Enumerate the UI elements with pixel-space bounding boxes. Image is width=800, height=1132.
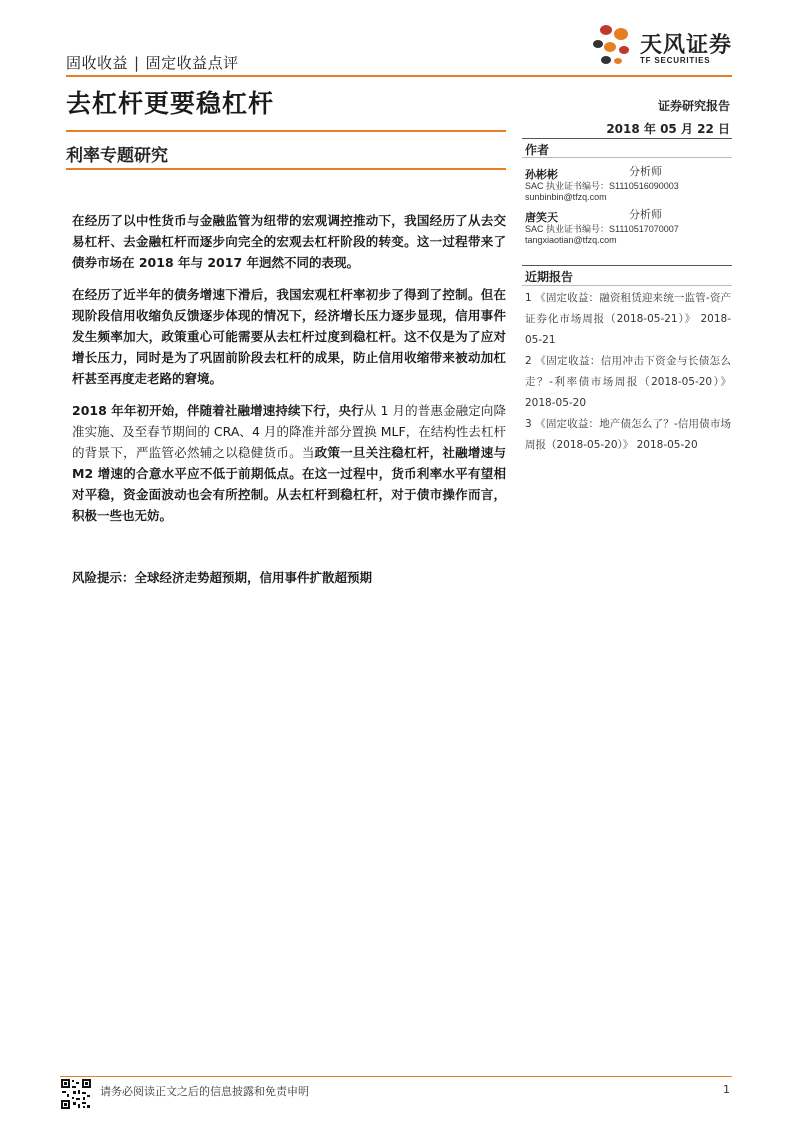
report-body (72, 210, 506, 537)
author-cert: SAC 执业证书编号：S1110516090003 (525, 181, 679, 191)
authors-heading: 作者 (525, 143, 550, 157)
logo-name-cn: 天风证券 (640, 33, 733, 58)
author-block-1 (525, 163, 735, 202)
recent-heading-rule (522, 285, 732, 286)
logo-name-en: TF SECURITIES (640, 56, 711, 65)
subtitle-rule (66, 168, 506, 170)
flower-logo-icon (588, 20, 638, 70)
recent-report-item[interactable]: 3 《固定收益：地产债怎么了？-信用债市场周报（2018-05-20）》 2018-05-20 (525, 418, 731, 451)
risk-warning: 风险提示：全球经济走势超预期，信用事件扩散超预期 (72, 570, 373, 585)
qr-code-icon (60, 1078, 92, 1110)
author-name: 唐笑天 (525, 211, 558, 224)
report-date: 2018 年 05 月 22 日 (606, 122, 730, 136)
authors-heading-rule (522, 157, 732, 158)
tf-securities-logo (588, 20, 748, 70)
header-category (66, 52, 239, 73)
header-rule (66, 75, 732, 77)
author-block-2 (525, 206, 735, 245)
author-cert: SAC 执业证书编号：S1110517070007 (525, 224, 679, 234)
recent-report-list (525, 288, 731, 456)
recent-report-item[interactable]: 1 《固定收益：融资租赁迎来统一监管-资产证券化市场周报（2018-05-21）》 2018-05-21 (525, 292, 731, 346)
footer-disclaimer: 请务必阅读正文之后的信息披露和免责申明 (100, 1085, 309, 1098)
report-title: 去杠杆更要稳杠杆 (66, 89, 275, 118)
category-label: 固收收益 (66, 54, 129, 72)
body-paragraph-2: 在经历了近半年的债务增速下滑后，我国宏观杠杆率初步了得到了控制。但在现阶段信用收缩负反馈逐步体现的情况下，经济增长压力逐步显现，信用事件发生频率加大，政策重心可能需要从去杠杆过度到稳杠杆。这不仅是为了应对增长压力，同时是为了巩固前阶段去杠杆的成果，防止信用收缩带来被动加杠杆甚至再度走老路的窘境。 (72, 287, 506, 386)
author-role: 分析师 (629, 208, 662, 221)
recent-rule (522, 265, 732, 266)
body-p3-bold-a: 2018 年年初开始，伴随着社融增速持续下行，央行 (72, 403, 364, 418)
authors-rule (522, 138, 732, 139)
body-paragraph-1: 在经历了以中性货币与金融监管为纽带的宏观调控推动下，我国经历了从去交易杠杆、去金融杠杆而逐步向完全的宏观去杠杆阶段的转变。这一过程带来了债券市场在 2018 年与 2017 年迥然不同的表现。 (72, 213, 506, 270)
author-email[interactable]: sunbinbin@tfzq.com (525, 192, 607, 202)
header-separator: | (134, 54, 140, 72)
body-p3-normal: 从 1 月的普惠金融定向降准实施、及至春节期间的 CRA、4 月的降准并部分置换 MLF，在结构性去杠杆的背景下，严监管必然辅之以稳健货币。当 (72, 403, 506, 460)
body-paragraph-3 (72, 400, 506, 526)
report-type: 证券研究报告 (657, 99, 730, 113)
page-number: 1 (723, 1083, 730, 1096)
author-name: 孙彬彬 (525, 168, 558, 181)
body-p3-bold-b: 政策一旦关注稳杠杆，社融增速与 M2 增速的合意水平应不低于前期低点。在这一过程中，货币利率水平有望相对平稳，资金面波动也会有所控制。从去杠杆到稳杠杆，对于债市操作而言，积极一些也无妨。 (72, 445, 506, 523)
report-subtitle: 利率专题研究 (66, 146, 168, 166)
author-email[interactable]: tangxiaotian@tfzq.com (525, 235, 617, 245)
subcategory-label: 固定收益点评 (145, 54, 239, 72)
title-rule (66, 130, 506, 132)
recent-heading: 近期报告 (525, 270, 574, 284)
author-role: 分析师 (629, 165, 662, 178)
footer-rule (60, 1076, 732, 1077)
recent-report-item[interactable]: 2 《固定收益：信用冲击下资金与长债怎么走？-利率债市场周报（2018-05-20）》 2018-05-20 (525, 355, 731, 409)
